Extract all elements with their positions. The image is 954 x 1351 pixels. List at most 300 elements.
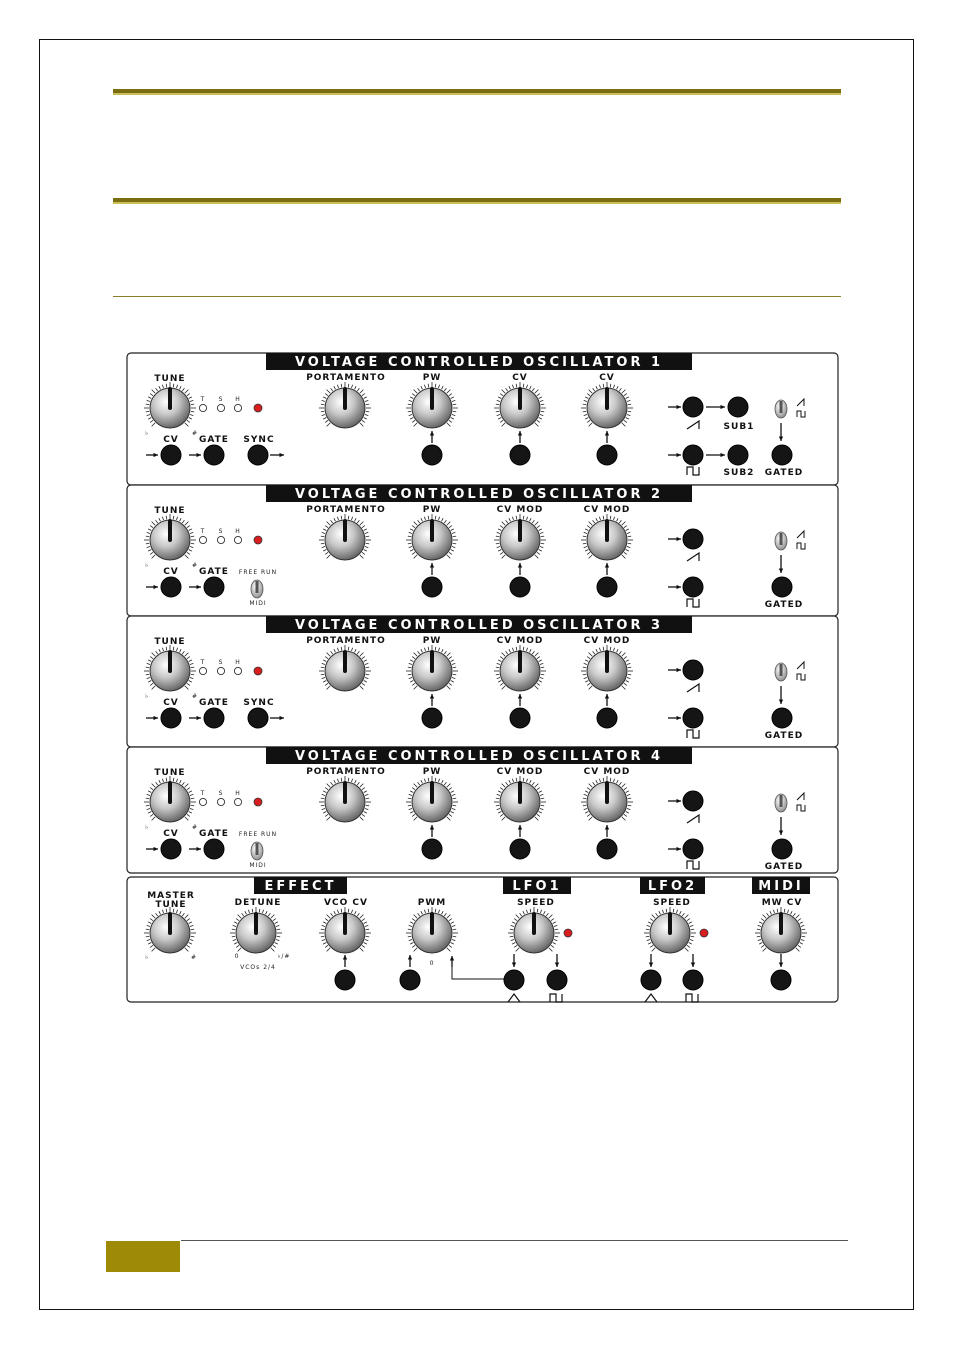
vco-panel-frame: [127, 616, 838, 747]
knob-tick: [366, 674, 369, 675]
mod-knob-label: CV MOD: [583, 505, 631, 515]
gated-output-jack[interactable]: [772, 445, 792, 465]
knob-tick: [453, 543, 456, 544]
knob-tick: [191, 667, 194, 668]
midi-mode-label: MIDI: [249, 862, 267, 869]
vco-section-4: [127, 747, 838, 873]
gated-label: GATED: [764, 600, 804, 610]
effect-header: [254, 877, 347, 894]
knob-tick: [321, 667, 324, 668]
square-output-jack[interactable]: [683, 839, 703, 859]
saw-output-jack[interactable]: [683, 791, 703, 811]
vcos-label: VCOs 2/4: [240, 964, 276, 971]
pwm-jack[interactable]: [400, 970, 420, 990]
knob-tick: [523, 647, 524, 650]
knob-tick: [610, 516, 611, 519]
knob-tick: [496, 543, 499, 544]
free-run-midi-toggle[interactable]: [251, 842, 263, 860]
knob-tick: [408, 536, 411, 537]
knob-tick: [541, 667, 544, 668]
free-run-label: FREE RUN: [238, 831, 278, 838]
knob-tick: [583, 543, 586, 544]
vco-section-1: [127, 353, 838, 485]
mod-knob-label: CV MOD: [496, 505, 544, 515]
mode-led: [199, 404, 206, 411]
mode-letter: H: [235, 790, 241, 797]
knob-tick: [628, 543, 631, 544]
mode-letter: S: [218, 528, 224, 535]
vco-section-2: [127, 485, 838, 616]
knob-tick: [541, 411, 544, 412]
mod-input-jack[interactable]: [422, 577, 442, 597]
knob-tick: [408, 798, 411, 799]
tune-label: TUNE: [154, 637, 186, 647]
toggle-lever: [256, 581, 259, 593]
knob-tick: [321, 798, 324, 799]
knob-tick: [453, 404, 456, 405]
vco-section-3: [127, 616, 838, 747]
cv-input-jack[interactable]: [161, 445, 181, 465]
knob-tick: [496, 411, 499, 412]
knob-tick: [166, 384, 167, 387]
knob-tick: [691, 929, 694, 930]
mode-letter: T: [200, 790, 206, 797]
knob-tick: [541, 674, 544, 675]
knob-tick: [523, 516, 524, 519]
knob-tick: [146, 798, 149, 799]
cv-label: CV: [163, 567, 179, 577]
knob-tick: [191, 536, 194, 537]
activity-led: [254, 536, 262, 544]
lfo1-square-jack[interactable]: [547, 970, 567, 990]
knob-tick: [435, 909, 436, 912]
knob-tick: [453, 536, 456, 537]
knob-tick: [610, 384, 611, 387]
activity-led: [254, 798, 262, 806]
knob-tick: [321, 936, 324, 937]
toggle-lever: [780, 533, 783, 545]
mod-input-jack[interactable]: [422, 839, 442, 859]
knob-tick: [496, 404, 499, 405]
lfo2-header: [640, 877, 705, 894]
knob-tick: [321, 536, 324, 537]
tune-label: TUNE: [154, 768, 186, 778]
saw-output-jack[interactable]: [683, 660, 703, 680]
saw-output-jack[interactable]: [683, 529, 703, 549]
mw-cv-jack[interactable]: [771, 970, 791, 990]
mode-letter: H: [235, 659, 241, 666]
wave-select-toggle[interactable]: [775, 400, 787, 418]
lfo2-triangle-jack[interactable]: [641, 970, 661, 990]
knob-tick: [408, 667, 411, 668]
knob-tick: [408, 929, 411, 930]
knob-tick: [628, 805, 631, 806]
knob-tick: [628, 798, 631, 799]
cv-label: CV: [163, 435, 179, 445]
knob-tick: [348, 909, 349, 912]
knob-tick: [516, 516, 517, 519]
section-header-title: VOLTAGE CONTROLLED OSCILLATOR 1: [294, 355, 664, 370]
knob-tick: [496, 798, 499, 799]
vco-panel-frame: [127, 747, 838, 873]
knob-tick: [366, 543, 369, 544]
knob-tick: [366, 805, 369, 806]
knob-tick: [666, 909, 667, 912]
section-header-title: VOLTAGE CONTROLLED OSCILLATOR 3: [294, 618, 664, 633]
knob-tick: [784, 909, 785, 912]
gate-input-jack[interactable]: [204, 577, 224, 597]
knob-tick: [428, 647, 429, 650]
knob-tick: [555, 929, 558, 930]
mod-input-jack[interactable]: [422, 708, 442, 728]
sync-label: SYNC: [243, 698, 275, 708]
gated-output-jack[interactable]: [772, 577, 792, 597]
knob-tick: [166, 778, 167, 781]
knob-tick: [366, 667, 369, 668]
sharp-symbol: #: [191, 562, 199, 569]
knob-tick: [191, 411, 194, 412]
knob-tick: [646, 929, 649, 930]
midi-mode-label: MIDI: [249, 600, 267, 607]
knob-tick: [453, 667, 456, 668]
knob-tick: [232, 929, 235, 930]
portamento-label: PORTAMENTO: [306, 373, 386, 383]
knob-tick: [603, 647, 604, 650]
knob-tick: [435, 778, 436, 781]
lfo1-led: [564, 929, 572, 937]
mode-letter: H: [235, 528, 241, 535]
mod-input-jack[interactable]: [597, 839, 617, 859]
knob-tick: [146, 543, 149, 544]
knob-tick: [537, 909, 538, 912]
lfo2-square-jack[interactable]: [683, 970, 703, 990]
knob-tick: [341, 778, 342, 781]
mod-knob-label: CV MOD: [496, 636, 544, 646]
knob-tick: [583, 805, 586, 806]
mod-input-jack[interactable]: [597, 445, 617, 465]
activity-led: [254, 404, 262, 412]
knob-tick: [341, 909, 342, 912]
section-header-title: MIDI: [758, 879, 804, 894]
vco-title-1: [266, 353, 692, 370]
knob-tick: [435, 516, 436, 519]
knob-tick: [453, 411, 456, 412]
section-header-title: EFFECT: [264, 879, 337, 894]
toggle-lever: [780, 401, 783, 413]
mod-input-jack[interactable]: [510, 445, 530, 465]
toggle-lever: [780, 795, 783, 807]
knob-tick: [191, 404, 194, 405]
mod-knob-label: PW: [422, 505, 442, 515]
knob-tick: [408, 936, 411, 937]
mode-letter: S: [218, 790, 224, 797]
flat-symbol: ♭: [145, 824, 149, 831]
section-header-title: VOLTAGE CONTROLLED OSCILLATOR 4: [294, 749, 664, 764]
knob-tick: [408, 543, 411, 544]
knob-tick: [408, 674, 411, 675]
knob-tick: [348, 516, 349, 519]
cv-input-jack[interactable]: [161, 577, 181, 597]
mode-led: [217, 798, 224, 805]
mode-led: [217, 667, 224, 674]
knob-tick: [146, 667, 149, 668]
knob-tick: [583, 667, 586, 668]
knob-tick: [366, 404, 369, 405]
knob-tick: [453, 805, 456, 806]
section-header-title: LFO1: [512, 879, 562, 894]
knob-tick: [428, 384, 429, 387]
knob-tick: [173, 516, 174, 519]
cv-input-jack[interactable]: [161, 839, 181, 859]
wave-select-toggle[interactable]: [775, 532, 787, 550]
mod-knob-label: PW: [422, 373, 442, 383]
mod-input-jack[interactable]: [597, 708, 617, 728]
knob-tick: [191, 805, 194, 806]
cv-input-jack[interactable]: [161, 708, 181, 728]
footer-rule: [181, 1240, 848, 1241]
pwm-zero-label: 0: [429, 960, 435, 967]
knob-tick: [321, 404, 324, 405]
section-header-title: LFO2: [647, 879, 698, 894]
portamento-label: PORTAMENTO: [306, 505, 386, 515]
knob-tick: [510, 936, 513, 937]
saw-output-jack[interactable]: [683, 397, 703, 417]
detune-label: DETUNE: [234, 898, 282, 908]
gate-input-jack[interactable]: [204, 445, 224, 465]
sub1-output-jack[interactable]: [728, 397, 748, 417]
mod-knob-label: CV: [599, 373, 615, 383]
free-run-midi-toggle[interactable]: [251, 580, 263, 598]
mode-letter: S: [218, 396, 224, 403]
master-tune-label: TUNE: [155, 900, 187, 910]
effect-section: [127, 877, 838, 1002]
lfo1-triangle-jack[interactable]: [504, 970, 524, 990]
knob-tick: [802, 936, 805, 937]
knob-tick: [321, 543, 324, 544]
gate-input-jack[interactable]: [204, 839, 224, 859]
vco-title-2: [266, 485, 692, 502]
knob-tick: [673, 909, 674, 912]
knob-tick: [530, 909, 531, 912]
knob-tick: [496, 674, 499, 675]
lfo2-led: [700, 929, 708, 937]
pwm-label: PWM: [417, 898, 447, 908]
knob-tick: [428, 516, 429, 519]
midi-header: [752, 877, 810, 894]
knob-tick: [191, 936, 194, 937]
mode-letter: S: [218, 659, 224, 666]
knob-tick: [541, 404, 544, 405]
mode-letter: T: [200, 396, 206, 403]
knob-tick: [146, 411, 149, 412]
knob-tick: [610, 647, 611, 650]
knob-tick: [146, 929, 149, 930]
knob-tick: [146, 674, 149, 675]
mode-letter: T: [200, 528, 206, 535]
mod-knob-label: CV MOD: [583, 767, 631, 777]
gated-output-jack[interactable]: [772, 708, 792, 728]
knob-tick: [146, 536, 149, 537]
knob-tick: [496, 667, 499, 668]
knob-tick: [496, 805, 499, 806]
mode-led: [199, 536, 206, 543]
tune-label: TUNE: [154, 506, 186, 516]
knob-tick: [603, 384, 604, 387]
vco-panel-frame: [127, 485, 838, 616]
effect-panel-frame: [127, 877, 838, 1002]
free-run-label: FREE RUN: [238, 569, 278, 576]
knob-tick: [366, 936, 369, 937]
vco-cv-jack[interactable]: [335, 970, 355, 990]
knob-tick: [173, 647, 174, 650]
mode-led: [217, 404, 224, 411]
mode-led: [234, 667, 241, 674]
knob-tick: [691, 936, 694, 937]
knob-tick: [348, 647, 349, 650]
mw-cv-label: MW CV: [761, 898, 803, 908]
knob-tick: [173, 778, 174, 781]
mod-knob-label: PW: [422, 767, 442, 777]
gated-label: GATED: [764, 731, 804, 741]
mod-knob-label: CV: [512, 373, 528, 383]
knob-tick: [583, 798, 586, 799]
knob-tick: [146, 805, 149, 806]
square-output-jack[interactable]: [683, 577, 703, 597]
knob-tick: [366, 536, 369, 537]
flat-symbol: ♭: [145, 562, 149, 569]
square-output-jack[interactable]: [683, 708, 703, 728]
knob-tick: [453, 936, 456, 937]
vco-cv-label: VCO CV: [324, 898, 368, 908]
knob-tick: [166, 909, 167, 912]
mod-input-jack[interactable]: [510, 839, 530, 859]
sharp-symbol: #: [191, 693, 199, 700]
knob-tick: [453, 674, 456, 675]
knob-tick: [802, 929, 805, 930]
knob-tick: [757, 936, 760, 937]
knob-tick: [757, 929, 760, 930]
knob-tick: [453, 929, 456, 930]
knob-tick: [453, 798, 456, 799]
mod-input-jack[interactable]: [597, 577, 617, 597]
sync-label: SYNC: [243, 435, 275, 445]
detune-max-label: ♭/#: [277, 953, 291, 960]
knob-tick: [646, 936, 649, 937]
gated-label: GATED: [764, 468, 804, 478]
knob-tick: [603, 778, 604, 781]
knob-tick: [510, 929, 513, 930]
wave-select-toggle[interactable]: [775, 663, 787, 681]
sub2-output-jack[interactable]: [728, 445, 748, 465]
flat-symbol: ♭: [145, 954, 149, 961]
knob-tick: [259, 909, 260, 912]
mod-input-jack[interactable]: [510, 577, 530, 597]
knob-tick: [583, 674, 586, 675]
flat-symbol: ♭: [145, 693, 149, 700]
knob-tick: [628, 404, 631, 405]
knob-tick: [191, 674, 194, 675]
mod-knob-label: PW: [422, 636, 442, 646]
knob-tick: [366, 929, 369, 930]
knob-tick: [173, 384, 174, 387]
knob-tick: [341, 384, 342, 387]
knob-tick: [428, 909, 429, 912]
gated-output-jack[interactable]: [772, 839, 792, 859]
knob-tick: [408, 411, 411, 412]
cv-label: CV: [163, 698, 179, 708]
tune-label: TUNE: [154, 374, 186, 384]
knob-tick: [516, 384, 517, 387]
mode-led: [199, 798, 206, 805]
knob-tick: [166, 516, 167, 519]
flat-symbol: ♭: [145, 430, 149, 437]
toggle-lever: [256, 843, 259, 855]
activity-led: [254, 667, 262, 675]
knob-tick: [628, 674, 631, 675]
toggle-lever: [780, 664, 783, 676]
lfo1-speed-label: SPEED: [517, 898, 555, 908]
knob-tick: [191, 543, 194, 544]
vco-title-4: [266, 747, 692, 764]
wave-select-toggle[interactable]: [775, 794, 787, 812]
knob-tick: [321, 674, 324, 675]
mode-led: [234, 798, 241, 805]
knob-tick: [191, 798, 194, 799]
sharp-symbol: #: [190, 954, 198, 961]
detune-min-label: 0: [234, 953, 240, 960]
mode-led: [217, 536, 224, 543]
knob-tick: [348, 384, 349, 387]
sync-output-jack[interactable]: [248, 445, 268, 465]
gate-label: GATE: [199, 567, 229, 577]
knob-tick: [777, 909, 778, 912]
mode-letter: H: [235, 396, 241, 403]
knob-tick: [348, 778, 349, 781]
mode-letter: T: [200, 659, 206, 666]
knob-tick: [321, 805, 324, 806]
sharp-symbol: #: [191, 430, 199, 437]
mod-knob-label: CV MOD: [583, 636, 631, 646]
knob-tick: [496, 536, 499, 537]
cv-label: CV: [163, 829, 179, 839]
lfo2-speed-label: SPEED: [653, 898, 691, 908]
mod-input-jack[interactable]: [422, 445, 442, 465]
knob-tick: [428, 778, 429, 781]
knob-tick: [321, 411, 324, 412]
sync-output-jack[interactable]: [248, 708, 268, 728]
gate-input-jack[interactable]: [204, 708, 224, 728]
knob-tick: [523, 384, 524, 387]
gate-label: GATE: [199, 829, 229, 839]
knob-tick: [541, 543, 544, 544]
knob-tick: [541, 805, 544, 806]
vco-title-3: [266, 616, 692, 633]
knob-tick: [366, 798, 369, 799]
square-output-jack[interactable]: [683, 445, 703, 465]
knob-tick: [628, 667, 631, 668]
knob-tick: [146, 404, 149, 405]
footer-page-block: [106, 1241, 180, 1272]
mod-input-jack[interactable]: [510, 708, 530, 728]
knob-tick: [232, 936, 235, 937]
knob-tick: [583, 404, 586, 405]
knob-tick: [277, 929, 280, 930]
knob-tick: [341, 647, 342, 650]
portamento-label: PORTAMENTO: [306, 767, 386, 777]
master-tune-label: MASTER: [147, 891, 195, 901]
knob-tick: [583, 411, 586, 412]
knob-tick: [321, 929, 324, 930]
